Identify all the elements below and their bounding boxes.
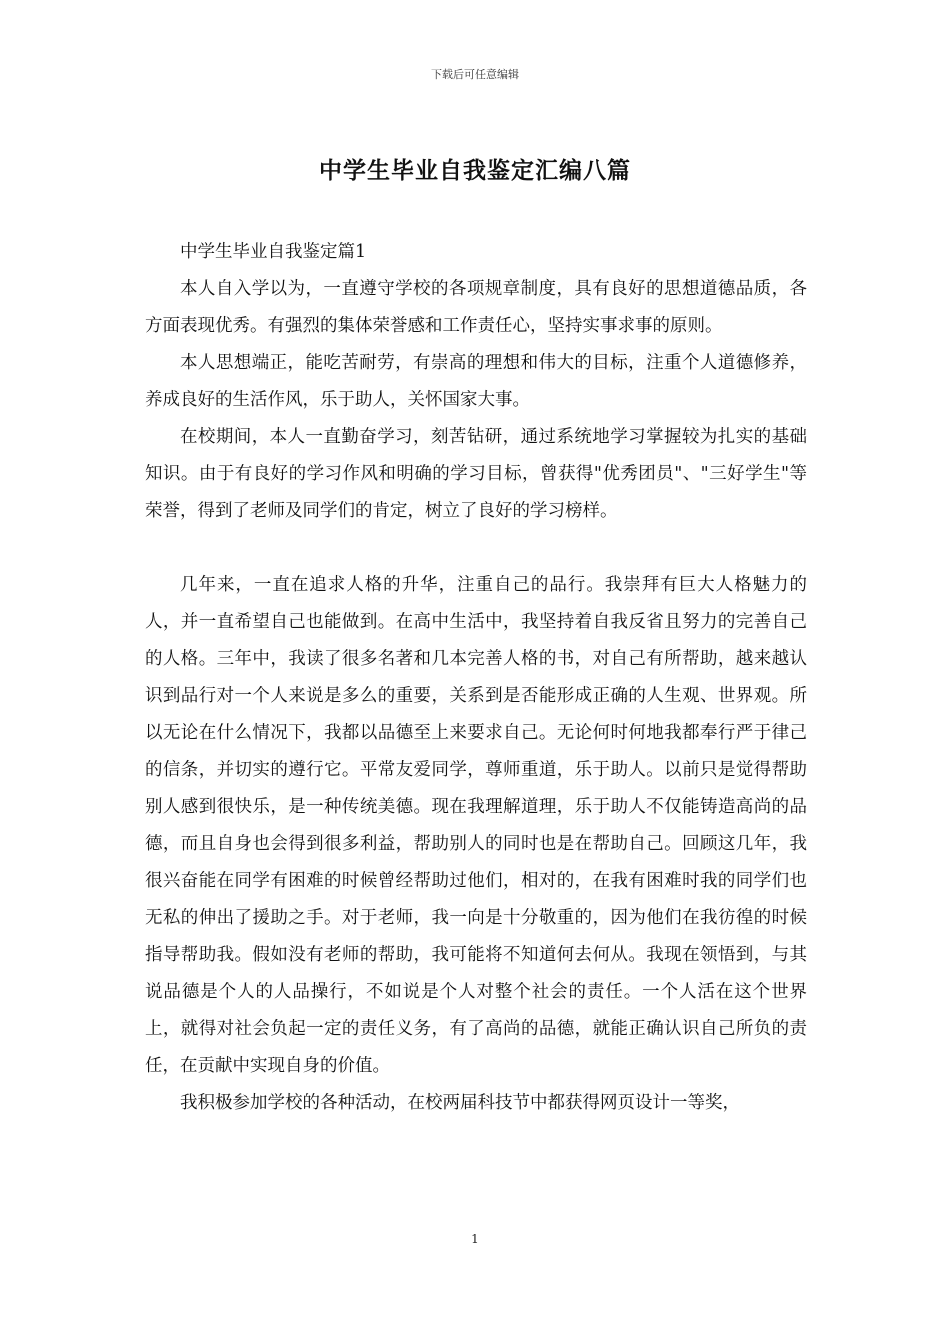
- paragraph: 我积极参加学校的各种活动，在校两届科技节中都获得网页设计一等奖，: [180, 1093, 740, 1113]
- document-body: [145, 234, 807, 1122]
- document-title: 中学生毕业自我鉴定汇编八篇: [319, 158, 631, 184]
- blank-line: [145, 530, 807, 567]
- page-header: 下载后可任意编辑: [431, 68, 519, 81]
- section-heading: 中学生毕业自我鉴定篇1: [180, 242, 367, 262]
- paragraph: 几年来，一直在追求人格的升华，注重自己的品行。我崇拜有巨大人格魅力的人，并一直希望自己也能做到。在高中生活中，我坚持着自我反省且努力的完善自己的人格。三年中，我读了很多名著和几本完善人格的书，对自己有所帮助，越来越认识到品行对一个人来说是多么的重要，关系到是否能形成正确的人生观、世界观。所以无论在什么情况下，我都以品德至上来要求自己。无论何时何地我都奉行严于律己的信条，并切实的遵行它。平常友爱同学，尊师重道，乐于助人。以前只是觉得帮助别人感到很快乐，是一种传统美德。现在我理解道理，乐于助人不仅能铸造高尚的品德，而且自身也会得到很多利益，帮助别人的同时也是在帮助自己。回顾这几年，我很兴奋能在同学有困难的时候曾经帮助过他们，相对的，在我有困难时我的同学们也无私的伸出了援助之手。对于老师，我一向是十分敬重的，因为他们在我彷徨的时候指导帮助我。假如没有老师的帮助，我可能将不知道何去何从。我现在领悟到，与其说品德是个人的人品操行，不如说是个人对整个社会的责任。一个人活在这个世界上，就得对社会负起一定的责任义务，有了高尚的品德，就能正确认识自己所负的责任，在贡献中实现自身的价值。: [145, 575, 807, 1076]
- page-number: 1: [471, 1232, 479, 1246]
- paragraph: 本人思想端正，能吃苦耐劳，有崇高的理想和伟大的目标，注重个人道德修养，养成良好的生活作风，乐于助人，关怀国家大事。: [145, 353, 807, 410]
- paragraph: 在校期间，本人一直勤奋学习，刻苦钻研，通过系统地学习掌握较为扎实的基础知识。由于有良好的学习作风和明确的学习目标，曾获得"优秀团员"、"三好学生"等荣誉，得到了老师及同学们的肯定，树立了良好的学习榜样。: [145, 427, 807, 521]
- paragraph: 本人自入学以为，一直遵守学校的各项规章制度，具有良好的思想道德品质，各方面表现优秀。有强烈的集体荣誉感和工作责任心，坚持实事求事的原则。: [145, 279, 807, 336]
